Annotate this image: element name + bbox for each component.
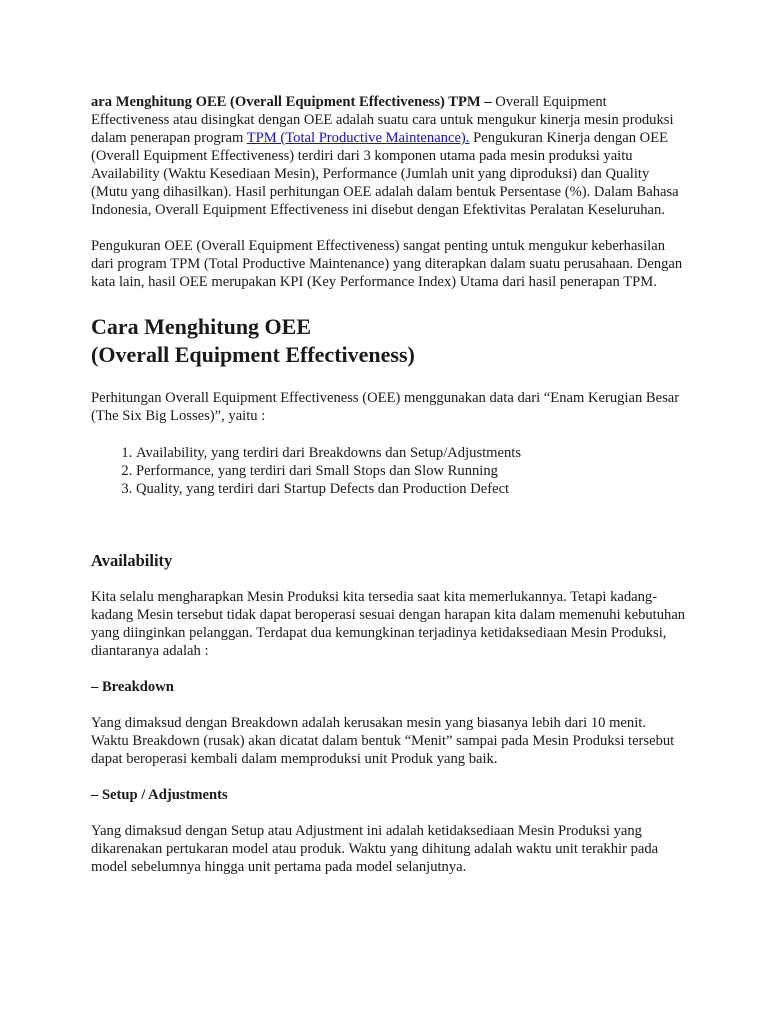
breakdown-heading: – Breakdown xyxy=(91,679,174,695)
paragraph-kpi: Pengukuran OEE (Overall Equipment Effectiveness) sangat penting untuk mengukur keberhasilan dari program TPM (Total Productive Maintenance) yang diterapkan dalam suatu perusahaan. Dengan kata lain, hasil OEE merupakan KPI (Key Performance Index) Utama dari hasil penerapan TPM. xyxy=(91,238,683,290)
breakdown-paragraph: Yang dimaksud dengan Breakdown adalah kerusakan mesin yang biasanya lebih dari 10 menit. Waktu Breakdown (rusak) akan dicatat dalam bentuk “Menit” sampai pada Mesin Produksi tersebut dapat beroperasi kembali dalam memproduksi unit Produk yang baik. xyxy=(91,715,675,767)
setup-heading: – Setup / Adjustments xyxy=(91,787,228,803)
intro-paragraph xyxy=(91,93,686,219)
section-heading xyxy=(91,313,686,369)
intro-bold-lead: ara Menghitung OEE (Overall Equipment Effectiveness) TPM – xyxy=(91,94,492,110)
tpm-link[interactable]: TPM (Total Productive Maintenance). xyxy=(246,130,470,146)
intro-text-after-link: Pengukuran Kinerja dengan OEE (Overall Equipment Effectiveness) terdiri dari 3 komponen utama pada mesin produksi yaitu Availability (Waktu Kesediaan Mesin), Performance (Jumlah unit yang diproduksi) dan Quality (Mutu yang dihasilkan). Hasil perhitungan OEE adalah dalam bentuk Persentase (%). Dalam Bahasa Indonesia, Overall Equipment Effectiveness ini disebut dengan Efektivitas Peralatan Keseluruhan. xyxy=(91,130,679,218)
section-heading-line1: Cara Menghitung OEE xyxy=(91,314,312,339)
document-page xyxy=(91,93,686,876)
setup-paragraph: Yang dimaksud dengan Setup atau Adjustment ini adalah ketidaksediaan Mesin Produksi yang dikarenakan pertukaran model atau produk. Waktu yang dihitung adalah waktu unit terakhir pada model sebelumnya hingga unit pertama pada model selanjutnya. xyxy=(91,823,659,875)
availability-heading: Availability xyxy=(91,551,173,570)
paragraph-six-big-losses: Perhitungan Overall Equipment Effectiveness (OEE) menggunakan data dari “Enam Kerugian Besar (The Six Big Losses)”, yaitu : xyxy=(91,390,680,424)
list-item: 2. Performance, yang terdiri dari Small Stops dan Slow Running xyxy=(136,462,686,480)
availability-paragraph: Kita selalu mengharapkan Mesin Produksi kita tersedia saat kita memerlukannya. Tetapi kadang-kadang Mesin tersebut tidak dapat beroperasi sesuai dengan harapan kita dalam memenuhi kebutuhan yang diinginkan pelanggan. Terdapat dua kemungkinan terjadinya ketidaksediaan Mesin Produksi, diantaranya adalah : xyxy=(91,589,686,659)
list-item: 3. Quality, yang terdiri dari Startup Defects dan Production Defect xyxy=(136,480,686,498)
intro-text-before-link: Overall Equipment Effectiveness atau disingkat dengan OEE adalah suatu cara untuk mengukur kinerja mesin produksi dalam penerapan program xyxy=(91,94,674,146)
section-heading-line2: (Overall Equipment Effectiveness) xyxy=(91,342,415,367)
list-item: 1. Availability, yang terdiri dari Breakdowns dan Setup/Adjustments xyxy=(136,444,686,462)
losses-list xyxy=(91,444,686,498)
